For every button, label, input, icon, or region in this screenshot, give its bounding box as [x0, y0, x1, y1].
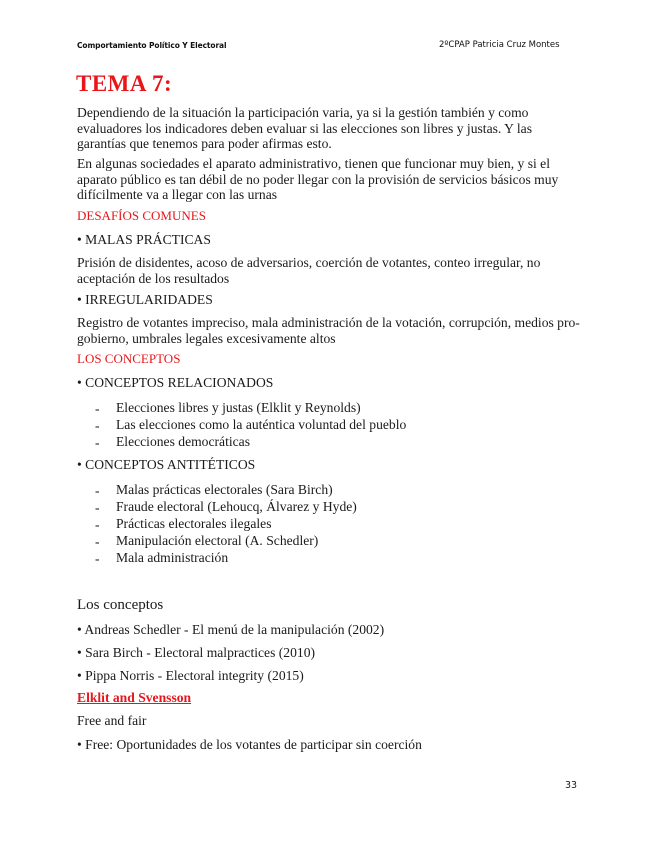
list-dash: -: [95, 551, 100, 566]
reference-item: • Andreas Schedler - El menú de la manipulación (2002): [77, 622, 385, 637]
header-left: Comportamiento Político Y Electoral: [77, 41, 227, 50]
malas-practicas-text: Prisión de disidentes, acoso de adversarios, coerción de votantes, conteo irregular, no aceptación de los resultados: [77, 255, 541, 286]
list-dash: -: [95, 517, 100, 532]
list-dash: -: [95, 418, 100, 433]
related-item: Elecciones libres y justas (Elklit y Reynolds): [116, 400, 361, 415]
list-dash: -: [95, 534, 100, 549]
list-dash: -: [95, 401, 100, 416]
reference-item: • Sara Birch - Electoral malpractices (2010): [77, 645, 316, 660]
list-dash: -: [95, 500, 100, 515]
malas-practicas-label: • MALAS PRÁCTICAS: [77, 232, 211, 247]
related-item: Elecciones democráticas: [116, 434, 250, 449]
paragraph-2: En algunas sociedades el aparato administrativo, tienen que funcionar muy bien, y si el aparato público es tan débil de no poder llegar con la provisión de servicios básicos muy difícilmente va a llegar con las urnas: [77, 156, 559, 202]
antithetic-item: Malas prácticas electorales (Sara Birch): [116, 482, 333, 497]
page-number: 33: [565, 780, 578, 791]
subheading-los-conceptos: Los conceptos: [77, 597, 164, 613]
antithetic-item: Prácticas electorales ilegales: [116, 516, 272, 531]
related-item: Las elecciones como la auténtica voluntad del pueblo: [116, 417, 407, 432]
antithetic-item: Fraude electoral (Lehoucq, Álvarez y Hyde): [116, 499, 357, 514]
list-dash: -: [95, 483, 100, 498]
related-label: • CONCEPTOS RELACIONADOS: [77, 375, 274, 390]
free-and-fair: Free and fair: [77, 713, 147, 728]
elklit-svensson-link[interactable]: Elklit and Svensson: [77, 690, 192, 705]
header-right: 2ºCPAP Patricia Cruz Montes: [439, 40, 560, 50]
paragraph-1: Dependiendo de la situación la participación varia, ya si la gestión también y como evaluadores los indicadores deben evaluar si las elecciones son libres y justas. Y las garantías que tenemos para poder afirmas esto.: [77, 105, 532, 151]
antithetic-item: Mala administración: [116, 550, 229, 565]
heading-los-conceptos: LOS CONCEPTOS: [77, 351, 181, 366]
page-title: TEMA 7:: [76, 71, 173, 96]
free-item: • Free: Oportunidades de los votantes de participar sin coerción: [77, 737, 422, 752]
antithetic-item: Manipulación electoral (A. Schedler): [116, 533, 319, 548]
irregularidades-label: • IRREGULARIDADES: [77, 292, 213, 307]
antithetic-label: • CONCEPTOS ANTITÉTICOS: [77, 457, 256, 472]
irregularidades-text: Registro de votantes impreciso, mala administración de la votación, corrupción, medios pro-gobierno, umbrales legales excesivamente altos: [77, 315, 580, 346]
reference-item: • Pippa Norris - Electoral integrity (2015): [77, 668, 304, 683]
list-dash: -: [95, 435, 100, 450]
heading-desafios: DESAFÍOS COMUNES: [77, 208, 206, 223]
